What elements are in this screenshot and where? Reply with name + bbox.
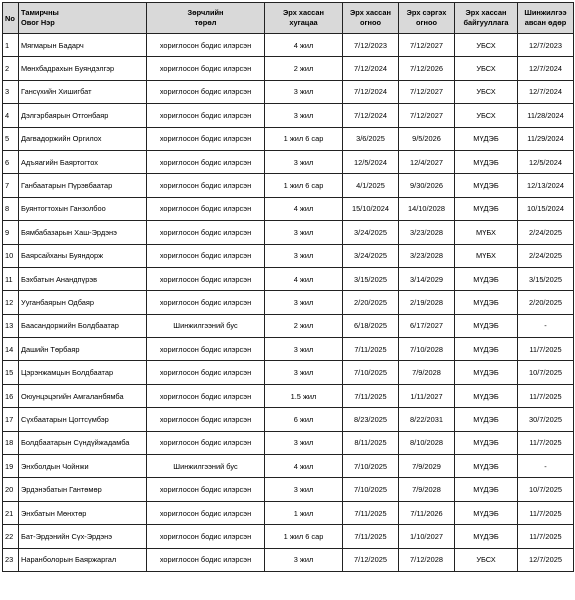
cell-start-date: 3/24/2025 bbox=[343, 221, 399, 244]
cell-athlete-name: Дэлгэрбаярын Отгонбаяр bbox=[19, 104, 147, 127]
table-row bbox=[3, 361, 574, 384]
cell-end-date: 7/12/2028 bbox=[399, 548, 455, 571]
cell-athlete-name: Адъяагийн Баяртогтох bbox=[19, 150, 147, 173]
cell-no: 14 bbox=[3, 338, 19, 361]
table-header bbox=[3, 3, 574, 34]
cell-end-date: 9/30/2026 bbox=[399, 174, 455, 197]
cell-sample-date: 12/7/2025 bbox=[518, 548, 574, 571]
table-row bbox=[3, 408, 574, 431]
cell-period: 2 жил bbox=[265, 314, 343, 337]
cell-organization: МҮДЭБ bbox=[455, 408, 518, 431]
cell-violation: хориглосон бодис илэрсэн bbox=[147, 174, 265, 197]
cell-athlete-name: Баасандоржийн Болдбаатар bbox=[19, 314, 147, 337]
cell-violation: хориглосон бодис илэрсэн bbox=[147, 478, 265, 501]
cell-athlete-name: Цэрэнжамцын Болдбаатар bbox=[19, 361, 147, 384]
cell-athlete-name: Эрдэнэбатын Гантөмөр bbox=[19, 478, 147, 501]
cell-sample-date: 2/20/2025 bbox=[518, 291, 574, 314]
cell-violation: хориглосон бодис илэрсэн bbox=[147, 548, 265, 571]
header-athlete: Тамирчны Овог Нэр bbox=[19, 3, 147, 34]
cell-no: 23 bbox=[3, 548, 19, 571]
cell-organization: МҮДЭБ bbox=[455, 525, 518, 548]
cell-violation: хориглосон бодис илэрсэн bbox=[147, 338, 265, 361]
cell-start-date: 7/11/2025 bbox=[343, 384, 399, 407]
cell-sample-date: 11/28/2024 bbox=[518, 104, 574, 127]
cell-start-date: 8/23/2025 bbox=[343, 408, 399, 431]
table-row bbox=[3, 221, 574, 244]
cell-organization: МҮДЭБ bbox=[455, 478, 518, 501]
cell-violation: хориглосон бодис илэрсэн bbox=[147, 197, 265, 220]
cell-violation: хориглосон бодис илэрсэн bbox=[147, 525, 265, 548]
sanctions-table-container bbox=[2, 2, 573, 572]
cell-athlete-name: Наранболорын Баяржаргал bbox=[19, 548, 147, 571]
cell-athlete-name: Бямбабазарын Хаш-Эрдэнэ bbox=[19, 221, 147, 244]
cell-period: 3 жил bbox=[265, 150, 343, 173]
cell-start-date: 7/10/2025 bbox=[343, 361, 399, 384]
table-body bbox=[3, 34, 574, 572]
cell-end-date: 1/11/2027 bbox=[399, 384, 455, 407]
header-violation: Зөрчлийн төрөл bbox=[147, 3, 265, 34]
cell-organization: УБСХ bbox=[455, 104, 518, 127]
cell-start-date: 2/20/2025 bbox=[343, 291, 399, 314]
cell-violation: Шинжилгээний бус bbox=[147, 455, 265, 478]
cell-violation: хориглосон бодис илэрсэн bbox=[147, 501, 265, 524]
table-row bbox=[3, 34, 574, 57]
cell-period: 3 жил bbox=[265, 221, 343, 244]
cell-end-date: 9/5/2026 bbox=[399, 127, 455, 150]
table-row bbox=[3, 455, 574, 478]
cell-period: 2 жил bbox=[265, 57, 343, 80]
cell-no: 3 bbox=[3, 80, 19, 103]
cell-no: 17 bbox=[3, 408, 19, 431]
cell-start-date: 7/12/2025 bbox=[343, 548, 399, 571]
cell-period: 4 жил bbox=[265, 34, 343, 57]
cell-athlete-name: Оюунцэцэгийн Амгаланбямба bbox=[19, 384, 147, 407]
cell-athlete-name: Болдбаатарын Сүндүйжадамба bbox=[19, 431, 147, 454]
cell-athlete-name: Дашийн Төрбаяр bbox=[19, 338, 147, 361]
cell-end-date: 7/9/2029 bbox=[399, 455, 455, 478]
table-row bbox=[3, 197, 574, 220]
cell-end-date: 3/23/2028 bbox=[399, 244, 455, 267]
cell-sample-date: - bbox=[518, 314, 574, 337]
cell-start-date: 7/11/2025 bbox=[343, 338, 399, 361]
table-row bbox=[3, 384, 574, 407]
cell-no: 11 bbox=[3, 267, 19, 290]
cell-violation: хориглосон бодис илэрсэн bbox=[147, 127, 265, 150]
cell-no: 21 bbox=[3, 501, 19, 524]
cell-athlete-name: Дагвадоржийн Оргилох bbox=[19, 127, 147, 150]
cell-athlete-name: Мөнхбадрахын Буяндэлгэр bbox=[19, 57, 147, 80]
table-row bbox=[3, 57, 574, 80]
table-row bbox=[3, 314, 574, 337]
cell-no: 7 bbox=[3, 174, 19, 197]
cell-no: 22 bbox=[3, 525, 19, 548]
cell-sample-date: 30/7/2025 bbox=[518, 408, 574, 431]
cell-no: 1 bbox=[3, 34, 19, 57]
cell-start-date: 7/11/2025 bbox=[343, 525, 399, 548]
cell-organization: МҮДЭБ bbox=[455, 501, 518, 524]
cell-end-date: 7/9/2028 bbox=[399, 478, 455, 501]
cell-start-date: 7/11/2025 bbox=[343, 501, 399, 524]
cell-sample-date: 2/24/2025 bbox=[518, 221, 574, 244]
cell-end-date: 12/4/2027 bbox=[399, 150, 455, 173]
cell-end-date: 7/12/2027 bbox=[399, 104, 455, 127]
cell-period: 4 жил bbox=[265, 197, 343, 220]
cell-period: 3 жил bbox=[265, 104, 343, 127]
cell-period: 3 жил bbox=[265, 291, 343, 314]
cell-organization: МҮДЭБ bbox=[455, 361, 518, 384]
cell-sample-date: - bbox=[518, 455, 574, 478]
cell-period: 1 жил 6 сар bbox=[265, 525, 343, 548]
cell-end-date: 14/10/2028 bbox=[399, 197, 455, 220]
cell-organization: МҮДЭБ bbox=[455, 384, 518, 407]
cell-sample-date: 2/24/2025 bbox=[518, 244, 574, 267]
cell-period: 3 жил bbox=[265, 361, 343, 384]
cell-period: 3 жил bbox=[265, 244, 343, 267]
cell-athlete-name: Ууганбаярын Одбаяр bbox=[19, 291, 147, 314]
cell-period: 1 жил 6 сар bbox=[265, 127, 343, 150]
cell-no: 4 bbox=[3, 104, 19, 127]
cell-no: 15 bbox=[3, 361, 19, 384]
cell-start-date: 3/15/2025 bbox=[343, 267, 399, 290]
cell-organization: МҮДЭБ bbox=[455, 455, 518, 478]
table-row bbox=[3, 431, 574, 454]
cell-start-date: 7/12/2024 bbox=[343, 80, 399, 103]
cell-sample-date: 12/13/2024 bbox=[518, 174, 574, 197]
cell-violation: хориглосон бодис илэрсэн bbox=[147, 408, 265, 431]
cell-end-date: 2/19/2028 bbox=[399, 291, 455, 314]
cell-period: 4 жил bbox=[265, 267, 343, 290]
cell-organization: УБСХ bbox=[455, 80, 518, 103]
cell-start-date: 3/24/2025 bbox=[343, 244, 399, 267]
cell-violation: хориглосон бодис илэрсэн bbox=[147, 150, 265, 173]
cell-period: 3 жил bbox=[265, 338, 343, 361]
cell-no: 10 bbox=[3, 244, 19, 267]
cell-sample-date: 11/7/2025 bbox=[518, 501, 574, 524]
header-sample-date: Шинжилгээ авсан өдөр bbox=[518, 3, 574, 34]
cell-start-date: 7/10/2025 bbox=[343, 478, 399, 501]
table-row bbox=[3, 174, 574, 197]
cell-athlete-name: Гансүхийн Хишигбат bbox=[19, 80, 147, 103]
cell-violation: хориглосон бодис илэрсэн bbox=[147, 221, 265, 244]
cell-period: 1 жил 6 сар bbox=[265, 174, 343, 197]
cell-athlete-name: Сүхбаатарын Цогтсүмбэр bbox=[19, 408, 147, 431]
cell-organization: МҮДЭБ bbox=[455, 291, 518, 314]
table-row bbox=[3, 501, 574, 524]
cell-organization: УБСХ bbox=[455, 34, 518, 57]
table-row bbox=[3, 291, 574, 314]
cell-end-date: 7/10/2028 bbox=[399, 338, 455, 361]
cell-violation: хориглосон бодис илэрсэн bbox=[147, 291, 265, 314]
table-row bbox=[3, 244, 574, 267]
cell-period: 3 жил bbox=[265, 431, 343, 454]
cell-period: 1.5 жил bbox=[265, 384, 343, 407]
cell-organization: УБСХ bbox=[455, 57, 518, 80]
table-row bbox=[3, 127, 574, 150]
cell-period: 1 жил bbox=[265, 501, 343, 524]
cell-organization: МҮБХ bbox=[455, 221, 518, 244]
cell-violation: хориглосон бодис илэрсэн bbox=[147, 34, 265, 57]
cell-no: 12 bbox=[3, 291, 19, 314]
cell-sample-date: 11/7/2025 bbox=[518, 525, 574, 548]
header-no: No bbox=[3, 3, 19, 34]
cell-end-date: 7/9/2028 bbox=[399, 361, 455, 384]
cell-start-date: 7/12/2023 bbox=[343, 34, 399, 57]
cell-athlete-name: Бэхбатын Анандпүрэв bbox=[19, 267, 147, 290]
table-row bbox=[3, 150, 574, 173]
cell-organization: МҮДЭБ bbox=[455, 431, 518, 454]
cell-violation: хориглосон бодис илэрсэн bbox=[147, 244, 265, 267]
cell-organization: МҮДЭБ bbox=[455, 314, 518, 337]
cell-start-date: 12/5/2024 bbox=[343, 150, 399, 173]
cell-violation: хориглосон бодис илэрсэн bbox=[147, 384, 265, 407]
cell-violation: хориглосон бодис илэрсэн bbox=[147, 57, 265, 80]
header-start-date: Эрх хассан огноо bbox=[343, 3, 399, 34]
cell-start-date: 7/12/2024 bbox=[343, 104, 399, 127]
cell-organization: МҮДЭБ bbox=[455, 174, 518, 197]
cell-end-date: 7/12/2027 bbox=[399, 34, 455, 57]
sanctions-table bbox=[2, 2, 574, 572]
cell-sample-date: 11/7/2025 bbox=[518, 431, 574, 454]
cell-sample-date: 10/7/2025 bbox=[518, 478, 574, 501]
cell-sample-date: 12/5/2024 bbox=[518, 150, 574, 173]
header-row bbox=[3, 3, 574, 34]
cell-violation: хориглосон бодис илэрсэн bbox=[147, 361, 265, 384]
cell-sample-date: 11/29/2024 bbox=[518, 127, 574, 150]
cell-end-date: 7/11/2026 bbox=[399, 501, 455, 524]
cell-no: 19 bbox=[3, 455, 19, 478]
cell-sample-date: 11/7/2025 bbox=[518, 384, 574, 407]
table-row bbox=[3, 338, 574, 361]
cell-start-date: 15/10/2024 bbox=[343, 197, 399, 220]
header-organization: Эрх хассан байгууллага bbox=[455, 3, 518, 34]
cell-organization: МҮБХ bbox=[455, 244, 518, 267]
cell-period: 3 жил bbox=[265, 80, 343, 103]
cell-end-date: 7/12/2027 bbox=[399, 80, 455, 103]
cell-violation: хориглосон бодис илэрсэн bbox=[147, 104, 265, 127]
cell-start-date: 6/18/2025 bbox=[343, 314, 399, 337]
cell-organization: УБСХ bbox=[455, 548, 518, 571]
cell-athlete-name: Ганбаатарын Пүрэвбаатар bbox=[19, 174, 147, 197]
cell-sample-date: 12/7/2024 bbox=[518, 57, 574, 80]
cell-start-date: 4/1/2025 bbox=[343, 174, 399, 197]
cell-end-date: 7/12/2026 bbox=[399, 57, 455, 80]
cell-period: 6 жил bbox=[265, 408, 343, 431]
cell-athlete-name: Бат-Эрдэнийн Сүх-Эрдэнэ bbox=[19, 525, 147, 548]
cell-no: 13 bbox=[3, 314, 19, 337]
cell-athlete-name: Мягмарын Бадарч bbox=[19, 34, 147, 57]
cell-sample-date: 12/7/2024 bbox=[518, 80, 574, 103]
cell-no: 8 bbox=[3, 197, 19, 220]
cell-start-date: 3/6/2025 bbox=[343, 127, 399, 150]
cell-no: 20 bbox=[3, 478, 19, 501]
cell-violation: хориглосон бодис илэрсэн bbox=[147, 267, 265, 290]
cell-period: 4 жил bbox=[265, 455, 343, 478]
cell-end-date: 3/23/2028 bbox=[399, 221, 455, 244]
cell-no: 9 bbox=[3, 221, 19, 244]
cell-sample-date: 11/7/2025 bbox=[518, 338, 574, 361]
cell-organization: МҮДЭБ bbox=[455, 338, 518, 361]
header-end-date: Эрх сэргэх огноо bbox=[399, 3, 455, 34]
cell-athlete-name: Энхболдын Чойнжи bbox=[19, 455, 147, 478]
table-row bbox=[3, 104, 574, 127]
cell-start-date: 7/12/2024 bbox=[343, 57, 399, 80]
cell-athlete-name: Энхбатын Мөнхтөр bbox=[19, 501, 147, 524]
cell-period: 3 жил bbox=[265, 478, 343, 501]
cell-end-date: 3/14/2029 bbox=[399, 267, 455, 290]
cell-sample-date: 10/7/2025 bbox=[518, 361, 574, 384]
cell-violation: Шинжилгээний бус bbox=[147, 314, 265, 337]
cell-sample-date: 10/15/2024 bbox=[518, 197, 574, 220]
cell-end-date: 8/10/2028 bbox=[399, 431, 455, 454]
cell-organization: МҮДЭБ bbox=[455, 150, 518, 173]
cell-athlete-name: Баярсайханы Буяндорж bbox=[19, 244, 147, 267]
cell-organization: МҮДЭБ bbox=[455, 197, 518, 220]
cell-no: 16 bbox=[3, 384, 19, 407]
cell-period: 3 жил bbox=[265, 548, 343, 571]
table-row bbox=[3, 478, 574, 501]
cell-sample-date: 3/15/2025 bbox=[518, 267, 574, 290]
cell-violation: хориглосон бодис илэрсэн bbox=[147, 431, 265, 454]
cell-organization: МҮДЭБ bbox=[455, 267, 518, 290]
cell-athlete-name: Буянтогтохын Ганзолбоо bbox=[19, 197, 147, 220]
cell-no: 5 bbox=[3, 127, 19, 150]
table-row bbox=[3, 267, 574, 290]
cell-no: 2 bbox=[3, 57, 19, 80]
table-row bbox=[3, 548, 574, 571]
header-period: Эрх хассан хугацаа bbox=[265, 3, 343, 34]
table-row bbox=[3, 525, 574, 548]
cell-end-date: 8/22/2031 bbox=[399, 408, 455, 431]
cell-end-date: 6/17/2027 bbox=[399, 314, 455, 337]
cell-start-date: 8/11/2025 bbox=[343, 431, 399, 454]
cell-no: 18 bbox=[3, 431, 19, 454]
cell-organization: МҮДЭБ bbox=[455, 127, 518, 150]
cell-end-date: 1/10/2027 bbox=[399, 525, 455, 548]
cell-violation: хориглосон бодис илэрсэн bbox=[147, 80, 265, 103]
table-row bbox=[3, 80, 574, 103]
cell-start-date: 7/10/2025 bbox=[343, 455, 399, 478]
cell-sample-date: 12/7/2023 bbox=[518, 34, 574, 57]
cell-no: 6 bbox=[3, 150, 19, 173]
